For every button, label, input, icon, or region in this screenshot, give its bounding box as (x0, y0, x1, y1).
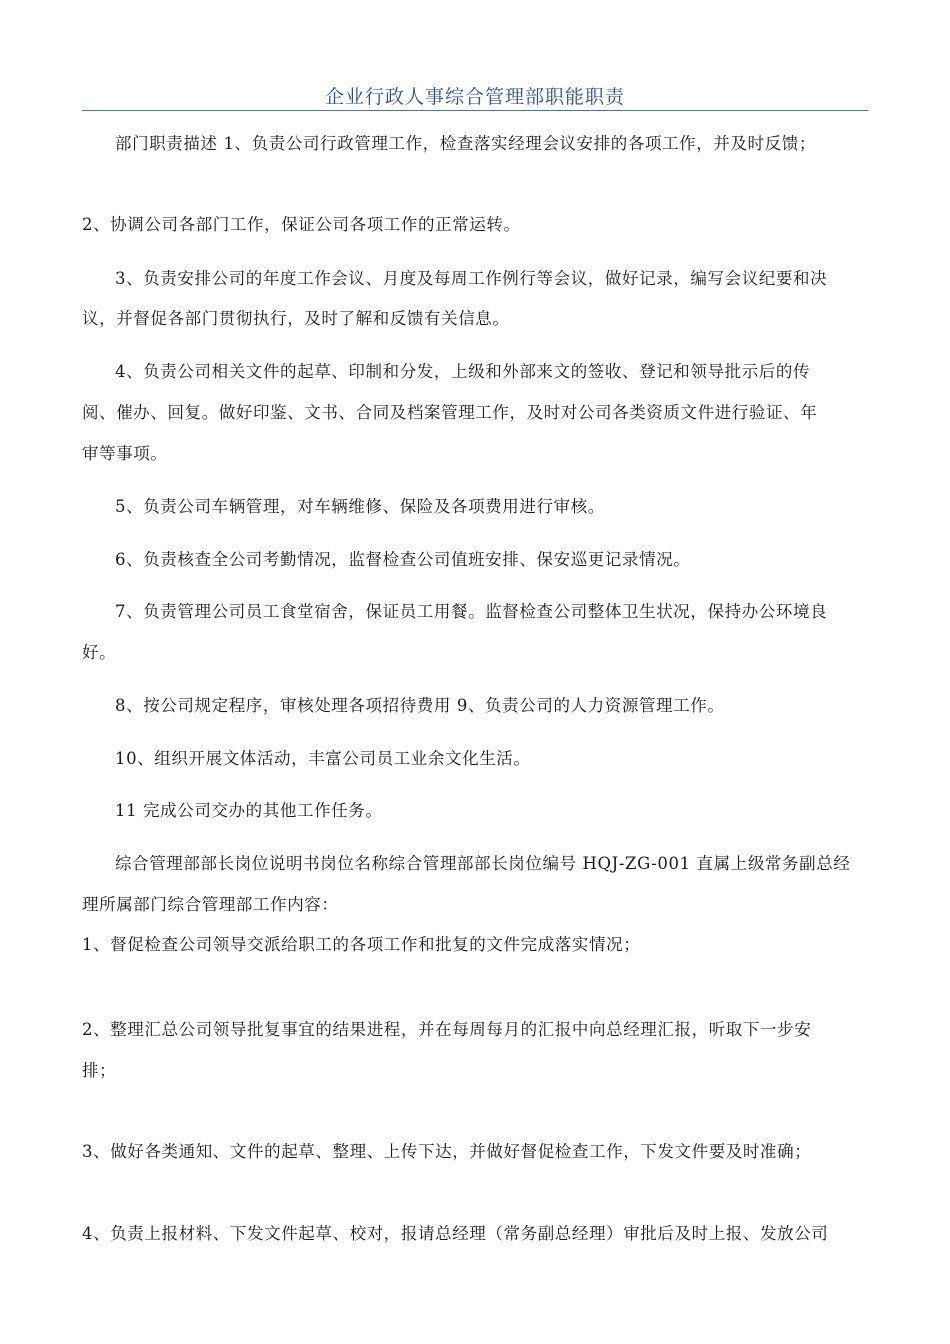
paragraph-line: 3、负责安排公司的年度工作会议、月度及每周工作例行等会议，做好记录，编写会议纪要和决 (115, 269, 828, 288)
paragraph-line: 好。 (82, 643, 117, 662)
header-divider (82, 110, 868, 111)
paragraph-line: 综合管理部部长岗位说明书岗位名称综合管理部部长岗位编号 HQJ-ZG-001 直属上级常务副总经 (115, 854, 851, 873)
paragraph-line: 理所属部门综合管理部工作内容： (82, 895, 339, 914)
paragraph-line: 7、负责管理公司员工食堂宿舍，保证员工用餐。监督检查公司整体卫生状况，保持办公环境良 (115, 602, 828, 621)
paragraph-line: 10、组织开展文体活动，丰富公司员工业余文化生活。 (115, 749, 531, 768)
paragraph-line: 2、协调公司各部门工作，保证公司各项工作的正常运转。 (82, 215, 521, 234)
paragraph-line: 议，并督促各部门贯彻执行，及时了解和反馈有关信息。 (82, 309, 510, 328)
paragraph-line: 11 完成公司交办的其他工作任务。 (115, 801, 383, 820)
paragraph-line: 3、做好各类通知、文件的起草、整理、上传下达，并做好督促检查工作，下发文件要及时准确； (82, 1142, 812, 1161)
paragraph-line: 6、负责核查全公司考勤情况，监督检查公司值班安排、保安巡更记录情况。 (115, 550, 691, 569)
paragraph-line: 8、按公司规定程序，审核处理各项招待费用 9、负责公司的人力资源管理工作。 (115, 696, 725, 715)
paragraph-line: 部门职责描述 1、负责公司行政管理工作，检查落实经理会议安排的各项工作，并及时反馈； (115, 134, 816, 153)
paragraph-line: 2、整理汇总公司领导批复事宜的结果进程，并在每周每月的汇报中向总经理汇报，听取下一步安 (82, 1020, 812, 1039)
paragraph-line: 审等事项。 (82, 444, 168, 463)
paragraph-line: 排； (82, 1061, 117, 1080)
paragraph-line: 4、负责公司相关文件的起草、印制和分发，上级和外部来文的签收、登记和领导批示后的传 (115, 362, 811, 381)
document-title: 企业行政人事综合管理部职能职责 (324, 86, 625, 108)
paragraph-line: 4、负责上报材料、下发文件起草、校对，报请总经理（常务副总经理）审批后及时上报、发放公司 (82, 1224, 829, 1243)
paragraph-line: 阅、催办、回复。做好印鉴、文书、合同及档案管理工作，及时对公司各类资质文件进行验证、年 (82, 403, 818, 422)
paragraph-line: 5、负责公司车辆管理，对车辆维修、保险及各项费用进行审核。 (115, 497, 605, 516)
paragraph-line: 1、督促检查公司领导交派给职工的各项工作和批复的文件完成落实情况； (82, 935, 641, 954)
